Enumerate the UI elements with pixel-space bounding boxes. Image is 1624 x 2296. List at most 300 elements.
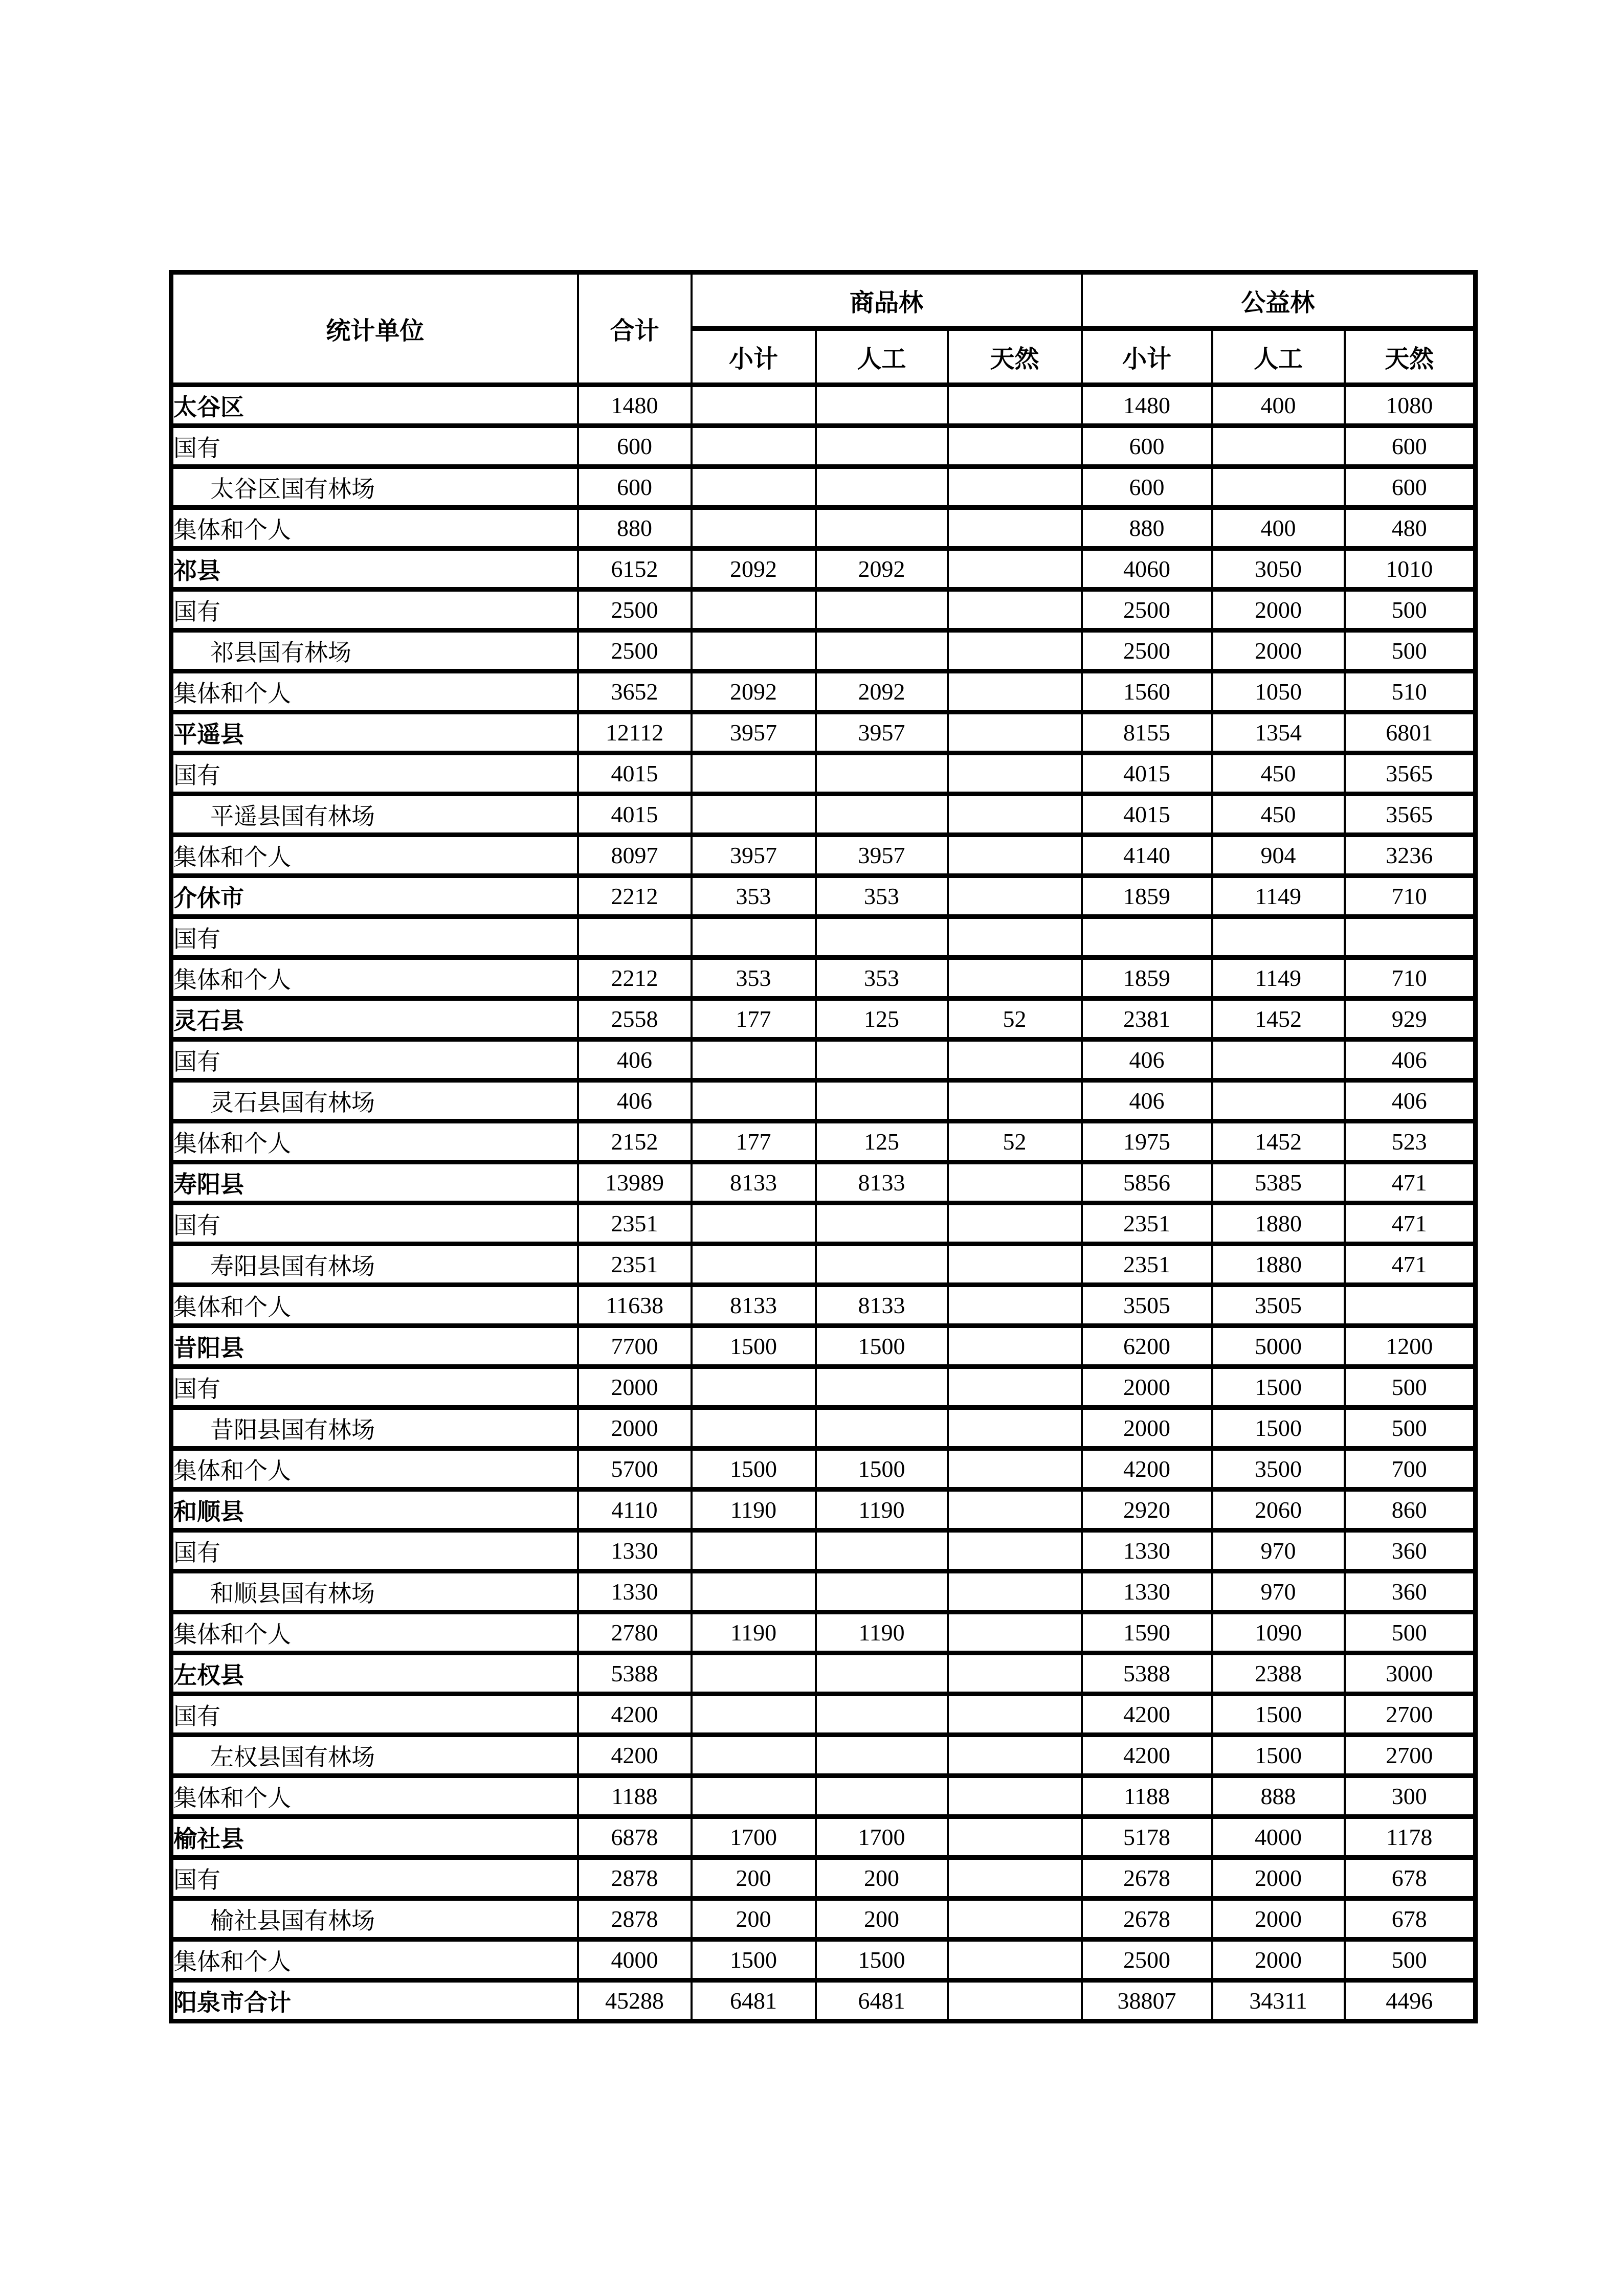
row-label-cell: 国有: [171, 1367, 578, 1408]
value-cell: 2700: [1345, 1735, 1476, 1776]
value-cell: 1090: [1212, 1612, 1345, 1653]
table-row: [171, 508, 1476, 549]
value-cell: 678: [1345, 1899, 1476, 1940]
value-cell: 4015: [578, 794, 692, 835]
row-label-cell: 榆社县: [171, 1817, 578, 1858]
table-row: [171, 1408, 1476, 1449]
value-cell: [816, 426, 948, 467]
table-row: [171, 1980, 1476, 2021]
value-cell: 3957: [816, 835, 948, 876]
table-row: [171, 1326, 1476, 1367]
value-cell: 2000: [1212, 590, 1345, 631]
value-cell: [692, 631, 816, 671]
value-cell: 1859: [1082, 958, 1212, 999]
value-cell: 3652: [578, 671, 692, 712]
value-cell: 1149: [1212, 876, 1345, 917]
value-cell: [816, 1203, 948, 1244]
value-cell: [948, 753, 1082, 794]
value-cell: 200: [692, 1858, 816, 1899]
value-cell: 2092: [692, 671, 816, 712]
value-cell: 177: [692, 999, 816, 1040]
value-cell: [1212, 1040, 1345, 1081]
row-label-cell: 国有: [171, 426, 578, 467]
table-row: [171, 467, 1476, 508]
value-cell: 353: [816, 876, 948, 917]
table-row: [171, 753, 1476, 794]
value-cell: [692, 1653, 816, 1694]
value-cell: [816, 467, 948, 508]
value-cell: 353: [692, 958, 816, 999]
value-cell: 1330: [1082, 1530, 1212, 1571]
value-cell: [692, 1081, 816, 1121]
value-cell: 4200: [1082, 1449, 1212, 1490]
value-cell: 2152: [578, 1121, 692, 1162]
value-cell: [948, 712, 1082, 753]
value-cell: 3505: [1212, 1285, 1345, 1326]
value-cell: [948, 1408, 1082, 1449]
value-cell: [948, 1040, 1082, 1081]
value-cell: 1330: [578, 1571, 692, 1612]
row-label-cell: 平遥县: [171, 712, 578, 753]
value-cell: [948, 467, 1082, 508]
value-cell: 2500: [578, 590, 692, 631]
value-cell: 1354: [1212, 712, 1345, 753]
value-cell: 1500: [692, 1326, 816, 1367]
value-cell: 2000: [1212, 1940, 1345, 1980]
row-label-cell: 平遥县国有林场: [171, 794, 578, 835]
table-header: [171, 273, 1476, 385]
value-cell: 2381: [1082, 999, 1212, 1040]
value-cell: [948, 1081, 1082, 1121]
header-row-groups: [171, 273, 1476, 329]
value-cell: [948, 1244, 1082, 1285]
row-label-cell: 国有: [171, 1040, 578, 1081]
value-cell: 500: [1345, 1940, 1476, 1980]
value-cell: 8133: [816, 1162, 948, 1203]
header-commercial-artificial: 人工: [816, 329, 948, 385]
value-cell: 1859: [1082, 876, 1212, 917]
value-cell: 2000: [578, 1367, 692, 1408]
row-label-cell: 集体和个人: [171, 508, 578, 549]
value-cell: 2558: [578, 999, 692, 1040]
row-label-cell: 寿阳县: [171, 1162, 578, 1203]
value-cell: 860: [1345, 1490, 1476, 1530]
header-unit: 统计单位: [171, 273, 578, 385]
row-label-cell: 祁县: [171, 549, 578, 590]
value-cell: 353: [692, 876, 816, 917]
value-cell: 360: [1345, 1571, 1476, 1612]
header-commercial-subtotal: 小计: [692, 329, 816, 385]
row-label-cell: 集体和个人: [171, 958, 578, 999]
value-cell: [948, 1694, 1082, 1735]
row-label-cell: 集体和个人: [171, 671, 578, 712]
row-label-cell: 昔阳县: [171, 1326, 578, 1367]
value-cell: 2678: [1082, 1858, 1212, 1899]
value-cell: 888: [1212, 1776, 1345, 1817]
value-cell: [816, 1367, 948, 1408]
value-cell: 4200: [578, 1694, 692, 1735]
value-cell: 200: [816, 1858, 948, 1899]
table-row: [171, 876, 1476, 917]
value-cell: 1500: [816, 1449, 948, 1490]
forest-area-table: [169, 270, 1478, 2023]
row-label-cell: 国有: [171, 590, 578, 631]
value-cell: [948, 631, 1082, 671]
value-cell: [692, 1244, 816, 1285]
value-cell: 8097: [578, 835, 692, 876]
value-cell: 4060: [1082, 549, 1212, 590]
value-cell: 5385: [1212, 1162, 1345, 1203]
row-label-cell: 集体和个人: [171, 1449, 578, 1490]
value-cell: 1560: [1082, 671, 1212, 712]
value-cell: 3050: [1212, 549, 1345, 590]
value-cell: 5856: [1082, 1162, 1212, 1203]
value-cell: 8133: [692, 1285, 816, 1326]
value-cell: 700: [1345, 1449, 1476, 1490]
value-cell: [948, 1285, 1082, 1326]
value-cell: 2000: [1212, 631, 1345, 671]
value-cell: [692, 467, 816, 508]
value-cell: [816, 917, 948, 958]
value-cell: 710: [1345, 958, 1476, 999]
value-cell: 1590: [1082, 1612, 1212, 1653]
header-public-artificial: 人工: [1212, 329, 1345, 385]
value-cell: 2000: [1212, 1858, 1345, 1899]
value-cell: [948, 1653, 1082, 1694]
value-cell: 1500: [1212, 1694, 1345, 1735]
value-cell: 6481: [816, 1980, 948, 2021]
value-cell: 450: [1212, 753, 1345, 794]
value-cell: 480: [1345, 508, 1476, 549]
table-row: [171, 1285, 1476, 1326]
value-cell: 880: [1082, 508, 1212, 549]
value-cell: 52: [948, 1121, 1082, 1162]
value-cell: 5700: [578, 1449, 692, 1490]
value-cell: 406: [1345, 1081, 1476, 1121]
row-label-cell: 国有: [171, 1203, 578, 1244]
value-cell: 4496: [1345, 1980, 1476, 2021]
row-label-cell: 寿阳县国有林场: [171, 1244, 578, 1285]
value-cell: 12112: [578, 712, 692, 753]
row-label-cell: 集体和个人: [171, 835, 578, 876]
row-label-cell: 集体和个人: [171, 1121, 578, 1162]
value-cell: 1452: [1212, 1121, 1345, 1162]
value-cell: 13989: [578, 1162, 692, 1203]
table-row: [171, 1899, 1476, 1940]
row-label-cell: 祁县国有林场: [171, 631, 578, 671]
header-public-subtotal: 小计: [1082, 329, 1212, 385]
row-label-cell: 集体和个人: [171, 1776, 578, 1817]
value-cell: [816, 753, 948, 794]
value-cell: 1190: [692, 1612, 816, 1653]
table-row: [171, 590, 1476, 631]
value-cell: [816, 631, 948, 671]
value-cell: 3565: [1345, 794, 1476, 835]
table-row: [171, 426, 1476, 467]
row-label-cell: 集体和个人: [171, 1940, 578, 1980]
value-cell: [816, 590, 948, 631]
value-cell: 2351: [1082, 1244, 1212, 1285]
value-cell: 600: [1345, 426, 1476, 467]
table-row: [171, 1858, 1476, 1899]
value-cell: 2092: [816, 549, 948, 590]
table-row: [171, 385, 1476, 426]
value-cell: 34311: [1212, 1980, 1345, 2021]
value-cell: [692, 1735, 816, 1776]
value-cell: 406: [1082, 1040, 1212, 1081]
value-cell: [816, 1244, 948, 1285]
value-cell: 2878: [578, 1899, 692, 1940]
table-row: [171, 1203, 1476, 1244]
value-cell: [948, 1980, 1082, 2021]
value-cell: 7700: [578, 1326, 692, 1367]
table-row: [171, 1817, 1476, 1858]
value-cell: 1080: [1345, 385, 1476, 426]
value-cell: 6878: [578, 1817, 692, 1858]
value-cell: 600: [1345, 467, 1476, 508]
value-cell: 4200: [578, 1735, 692, 1776]
value-cell: 360: [1345, 1530, 1476, 1571]
table-row: [171, 1735, 1476, 1776]
value-cell: [692, 426, 816, 467]
value-cell: 500: [1345, 590, 1476, 631]
value-cell: 600: [578, 426, 692, 467]
value-cell: 200: [816, 1899, 948, 1940]
value-cell: 1500: [816, 1326, 948, 1367]
value-cell: 450: [1212, 794, 1345, 835]
table-row: [171, 999, 1476, 1040]
value-cell: 5388: [1082, 1653, 1212, 1694]
value-cell: 2920: [1082, 1490, 1212, 1530]
value-cell: 406: [1082, 1081, 1212, 1121]
value-cell: 4000: [1212, 1817, 1345, 1858]
table-row: [171, 1449, 1476, 1490]
table-row: [171, 794, 1476, 835]
value-cell: [816, 1081, 948, 1121]
value-cell: 1480: [1082, 385, 1212, 426]
value-cell: [692, 508, 816, 549]
row-label-cell: 集体和个人: [171, 1612, 578, 1653]
value-cell: [816, 1694, 948, 1735]
value-cell: 2500: [578, 631, 692, 671]
value-cell: 523: [1345, 1121, 1476, 1162]
value-cell: 4015: [1082, 753, 1212, 794]
row-label-cell: 国有: [171, 1694, 578, 1735]
value-cell: 1050: [1212, 671, 1345, 712]
value-cell: 471: [1345, 1203, 1476, 1244]
value-cell: [948, 876, 1082, 917]
value-cell: 4200: [1082, 1735, 1212, 1776]
value-cell: 1330: [1082, 1571, 1212, 1612]
value-cell: [1082, 917, 1212, 958]
value-cell: [948, 1776, 1082, 1817]
value-cell: [948, 426, 1082, 467]
value-cell: 5388: [578, 1653, 692, 1694]
value-cell: 2000: [578, 1408, 692, 1449]
value-cell: [692, 794, 816, 835]
value-cell: [948, 1612, 1082, 1653]
value-cell: [692, 385, 816, 426]
value-cell: 2212: [578, 876, 692, 917]
value-cell: 353: [816, 958, 948, 999]
value-cell: 600: [1082, 467, 1212, 508]
value-cell: 2678: [1082, 1899, 1212, 1940]
table-body: [171, 385, 1476, 2021]
row-label-cell: 灵石县国有林场: [171, 1081, 578, 1121]
value-cell: [948, 835, 1082, 876]
value-cell: 406: [578, 1081, 692, 1121]
value-cell: 471: [1345, 1244, 1476, 1285]
value-cell: 5000: [1212, 1326, 1345, 1367]
table-row: [171, 1571, 1476, 1612]
value-cell: 1188: [578, 1776, 692, 1817]
table-row: [171, 712, 1476, 753]
value-cell: 4200: [1082, 1694, 1212, 1735]
value-cell: 2092: [692, 549, 816, 590]
row-label-cell: 国有: [171, 753, 578, 794]
value-cell: [948, 1899, 1082, 1940]
row-label-cell: 国有: [171, 917, 578, 958]
value-cell: 2878: [578, 1858, 692, 1899]
table-row: [171, 1940, 1476, 1980]
header-public-forest: 公益林: [1082, 273, 1476, 329]
value-cell: 3957: [692, 712, 816, 753]
value-cell: [692, 1367, 816, 1408]
value-cell: [948, 1735, 1082, 1776]
value-cell: 6152: [578, 549, 692, 590]
value-cell: [692, 1203, 816, 1244]
value-cell: 1880: [1212, 1244, 1345, 1285]
table-row: [171, 1694, 1476, 1735]
value-cell: 904: [1212, 835, 1345, 876]
value-cell: [948, 385, 1082, 426]
value-cell: [948, 1817, 1082, 1858]
value-cell: [816, 1571, 948, 1612]
value-cell: 8133: [816, 1285, 948, 1326]
row-label-cell: 左权县国有林场: [171, 1735, 578, 1776]
value-cell: 1190: [692, 1490, 816, 1530]
value-cell: [692, 590, 816, 631]
value-cell: 678: [1345, 1858, 1476, 1899]
table-row: [171, 1776, 1476, 1817]
value-cell: [692, 1571, 816, 1612]
value-cell: 3957: [816, 712, 948, 753]
value-cell: [948, 1449, 1082, 1490]
value-cell: 1500: [1212, 1367, 1345, 1408]
value-cell: 6801: [1345, 712, 1476, 753]
value-cell: 929: [1345, 999, 1476, 1040]
value-cell: [948, 917, 1082, 958]
value-cell: 500: [1345, 1367, 1476, 1408]
table-row: [171, 671, 1476, 712]
value-cell: [948, 1571, 1082, 1612]
value-cell: 38807: [1082, 1980, 1212, 2021]
value-cell: 510: [1345, 671, 1476, 712]
value-cell: [948, 794, 1082, 835]
value-cell: 5178: [1082, 1817, 1212, 1858]
value-cell: [948, 1858, 1082, 1899]
value-cell: 2060: [1212, 1490, 1345, 1530]
value-cell: 52: [948, 999, 1082, 1040]
value-cell: [948, 958, 1082, 999]
value-cell: [948, 671, 1082, 712]
value-cell: 3236: [1345, 835, 1476, 876]
row-label-cell: 和顺县: [171, 1490, 578, 1530]
value-cell: [692, 1040, 816, 1081]
value-cell: 710: [1345, 876, 1476, 917]
value-cell: 970: [1212, 1571, 1345, 1612]
value-cell: [1212, 917, 1345, 958]
value-cell: [1212, 467, 1345, 508]
value-cell: 8155: [1082, 712, 1212, 753]
value-cell: 600: [1082, 426, 1212, 467]
value-cell: 2092: [816, 671, 948, 712]
value-cell: [948, 1940, 1082, 1980]
value-cell: [692, 1530, 816, 1571]
value-cell: 406: [578, 1040, 692, 1081]
value-cell: 471: [1345, 1162, 1476, 1203]
value-cell: [948, 590, 1082, 631]
value-cell: 1975: [1082, 1121, 1212, 1162]
value-cell: 500: [1345, 1408, 1476, 1449]
value-cell: 2700: [1345, 1694, 1476, 1735]
value-cell: [692, 1694, 816, 1735]
value-cell: 1500: [1212, 1408, 1345, 1449]
value-cell: 1178: [1345, 1817, 1476, 1858]
value-cell: 3000: [1345, 1653, 1476, 1694]
row-label-cell: 介休市: [171, 876, 578, 917]
value-cell: 1190: [816, 1490, 948, 1530]
value-cell: 4015: [578, 753, 692, 794]
value-cell: [1345, 1285, 1476, 1326]
value-cell: 3565: [1345, 753, 1476, 794]
value-cell: 500: [1345, 631, 1476, 671]
table-row: [171, 1612, 1476, 1653]
value-cell: 3500: [1212, 1449, 1345, 1490]
value-cell: 1500: [692, 1940, 816, 1980]
value-cell: [948, 1326, 1082, 1367]
table-row: [171, 1530, 1476, 1571]
table-row: [171, 1244, 1476, 1285]
row-label-cell: 昔阳县国有林场: [171, 1408, 578, 1449]
value-cell: 1480: [578, 385, 692, 426]
value-cell: 400: [1212, 508, 1345, 549]
value-cell: 406: [1345, 1040, 1476, 1081]
value-cell: [816, 1530, 948, 1571]
value-cell: 125: [816, 1121, 948, 1162]
table-row: [171, 835, 1476, 876]
table-row: [171, 549, 1476, 590]
value-cell: 2000: [1082, 1367, 1212, 1408]
header-public-natural: 天然: [1345, 329, 1476, 385]
value-cell: 4140: [1082, 835, 1212, 876]
value-cell: 2351: [578, 1244, 692, 1285]
value-cell: 1452: [1212, 999, 1345, 1040]
value-cell: [578, 917, 692, 958]
value-cell: 2000: [1082, 1408, 1212, 1449]
value-cell: 200: [692, 1899, 816, 1940]
row-label-cell: 国有: [171, 1858, 578, 1899]
value-cell: [1345, 917, 1476, 958]
value-cell: 2000: [1212, 1899, 1345, 1940]
value-cell: 1500: [816, 1940, 948, 1980]
row-label-cell: 国有: [171, 1530, 578, 1571]
value-cell: 1200: [1345, 1326, 1476, 1367]
value-cell: 2500: [1082, 1940, 1212, 1980]
value-cell: 600: [578, 467, 692, 508]
value-cell: [692, 753, 816, 794]
table-row: [171, 1653, 1476, 1694]
